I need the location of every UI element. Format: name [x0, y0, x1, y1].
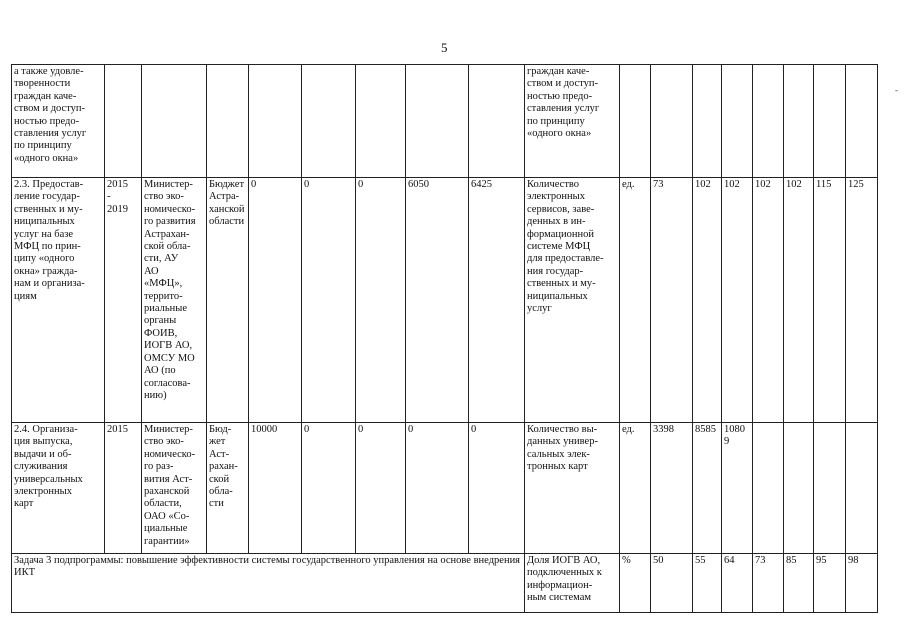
table-cell: граждан каче- ством и доступ- ностью предо- ставления услуг по принципу «одного окна» — [525, 65, 620, 178]
table-cell: 0 — [302, 178, 356, 423]
table-cell — [105, 65, 142, 178]
table-cell: 2.4. Организа- ция выпуска, выдачи и об- служивания универсальных электронных карт — [12, 423, 105, 554]
table-cell: Министер- ство эко- номическо- го развития Астрахан- ской обла- сти, АУ АО «МФЦ», террито- риальные органы ФОИВ, ИОГВ АО, ОМСУ МО АО (по согласова- нию) — [142, 178, 207, 423]
table-cell: 6050 — [406, 178, 469, 423]
table-cell: 0 — [302, 423, 356, 554]
table-cell: 55 — [693, 554, 722, 613]
table-cell: 0 — [406, 423, 469, 554]
table-cell: 0 — [249, 178, 302, 423]
table-cell: 102 — [693, 178, 722, 423]
table-cell: 95 — [814, 554, 846, 613]
table-cell — [356, 65, 406, 178]
table-cell: Министер- ство эко- номическо- го раз- вития Аст- раханской области, ОАО «Со- циальные гарантии» — [142, 423, 207, 554]
table-cell: 8585 — [693, 423, 722, 554]
table-cell: 2.3. Предостав- ление государ- ственных и му- ниципальных услуг на базе МФЦ по прин- ципу «одного окна» гражда- нам и организа- циям — [12, 178, 105, 423]
table-cell: 73 — [753, 554, 784, 613]
table-cell: 102 — [753, 178, 784, 423]
table-row — [12, 554, 878, 613]
table-cell: 85 — [784, 554, 814, 613]
table-cell — [142, 65, 207, 178]
table-cell — [784, 423, 814, 554]
table-cell: 10809 — [722, 423, 753, 554]
table-cell: Доля ИОГВ АО, подключенных к информацион- ным системам — [525, 554, 620, 613]
margin-mark: - — [895, 85, 898, 95]
table-row — [12, 423, 878, 554]
table-cell: 2015 — [105, 423, 142, 554]
table-cell: Количество электронных сервисов, заве- денных в ин- формационной системе МФЦ для предоставле- ния государ- ственных и му- ниципальных услуг — [525, 178, 620, 423]
table-cell — [249, 65, 302, 178]
task-heading-cell: Задача 3 подпрограммы: повышение эффективности системы государственного управления на основе внедрения ИКТ — [12, 554, 525, 613]
table-cell — [753, 423, 784, 554]
table-cell: 6425 — [469, 178, 525, 423]
page-number: 5 — [441, 40, 448, 55]
table-cell: 2015 - 2019 — [105, 178, 142, 423]
table-cell: 125 — [846, 178, 878, 423]
table-cell — [620, 65, 651, 178]
table-cell: 0 — [356, 178, 406, 423]
table-cell — [814, 423, 846, 554]
table-cell: 10000 — [249, 423, 302, 554]
program-table — [11, 64, 878, 613]
table-cell — [814, 65, 846, 178]
table-cell: Бюд- жет Аст- рахан- ской обла- сти — [207, 423, 249, 554]
table-row — [12, 178, 878, 423]
table-cell: 3398 — [651, 423, 693, 554]
table-cell — [207, 65, 249, 178]
table-cell: 64 — [722, 554, 753, 613]
table-cell: Количество вы- данных универ- сальных элек- тронных карт — [525, 423, 620, 554]
table-cell: Бюджет Астра- ханской области — [207, 178, 249, 423]
table-cell: 0 — [356, 423, 406, 554]
table-cell: 102 — [722, 178, 753, 423]
table-cell — [406, 65, 469, 178]
table-cell: 50 — [651, 554, 693, 613]
table-cell: 73 — [651, 178, 693, 423]
table-cell: 98 — [846, 554, 878, 613]
table-cell — [651, 65, 693, 178]
table-cell — [722, 65, 753, 178]
table-cell: а также удовле- творенности граждан каче- ством и доступ- ностью предо- ставления услуг по принципу «одного окна» — [12, 65, 105, 178]
table-cell: 115 — [814, 178, 846, 423]
table-cell — [753, 65, 784, 178]
table-row — [12, 65, 878, 178]
table-cell — [846, 423, 878, 554]
table-cell — [469, 65, 525, 178]
table-cell: 0 — [469, 423, 525, 554]
table-cell — [784, 65, 814, 178]
table-cell: ед. — [620, 178, 651, 423]
table-cell — [693, 65, 722, 178]
table-cell — [302, 65, 356, 178]
table-cell: 102 — [784, 178, 814, 423]
table-cell: % — [620, 554, 651, 613]
table-cell — [846, 65, 878, 178]
table-cell: ед. — [620, 423, 651, 554]
